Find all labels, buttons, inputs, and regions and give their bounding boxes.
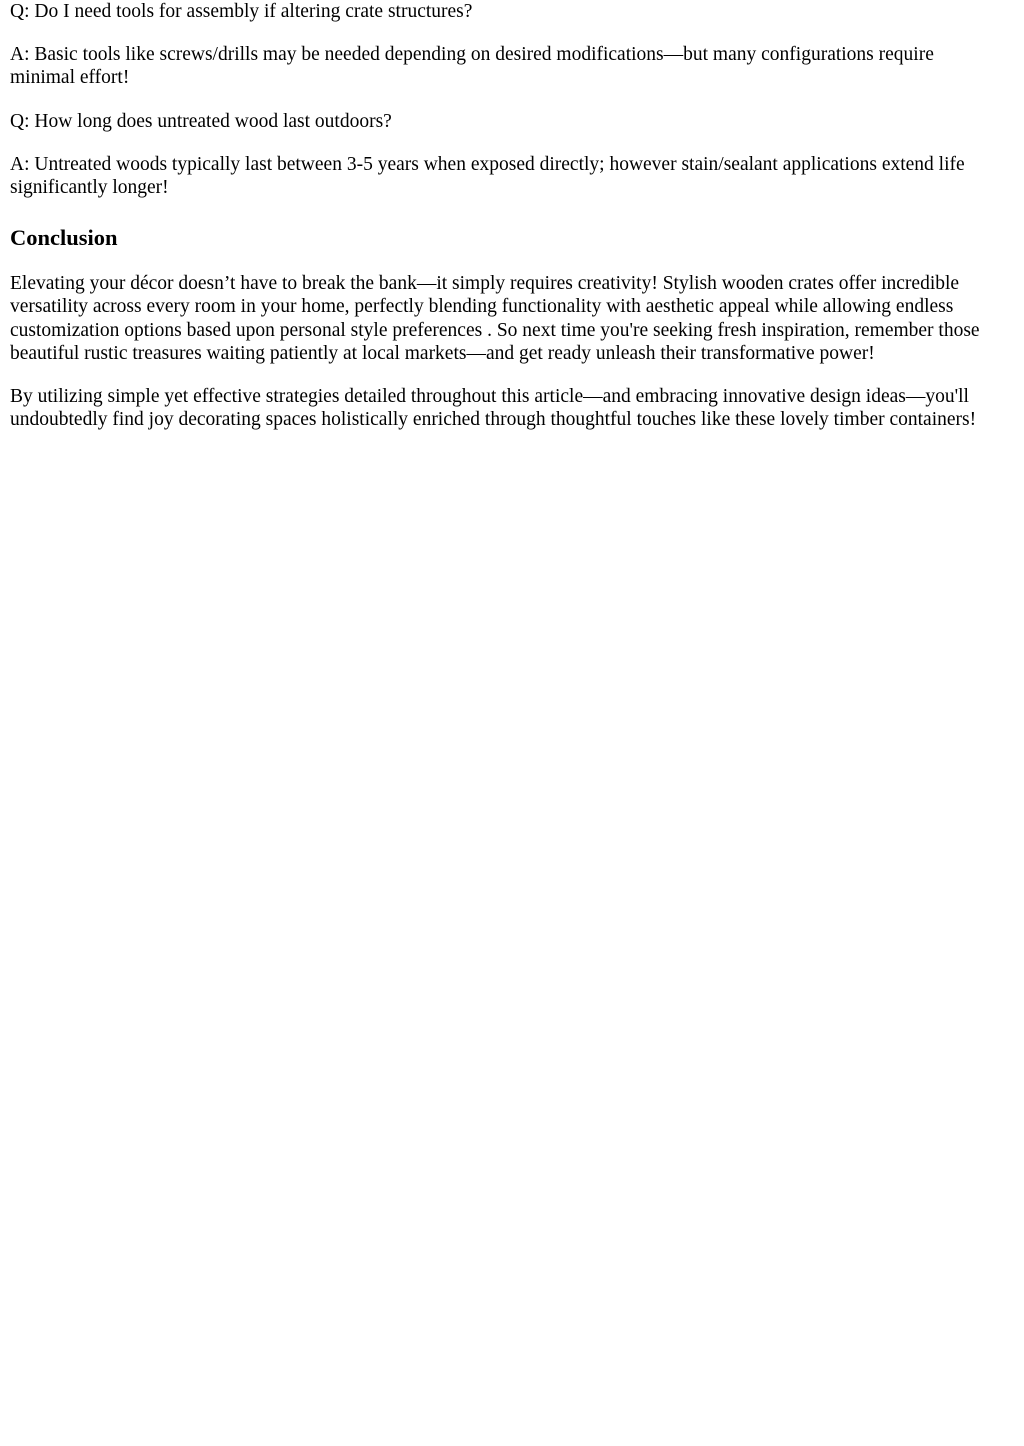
conclusion-paragraph-2: By utilizing simple yet effective strategies detailed throughout this article—and embracing innovative design ideas—you'll undoubtedly find joy decorating spaces holistically enriched through thoughtful touches like these lovely timber containers! [10, 386, 977, 431]
faq-answer-2: A: Untreated woods typically last between 3-5 years when exposed directly; however stain/sealant applications extend life significantly longer! [10, 153, 965, 199]
article-body [10, 0, 1000, 451]
conclusion-heading: Conclusion [10, 225, 118, 251]
conclusion-paragraph-1: Elevating your décor doesn’t have to break the bank—it simply requires creativity! Stylish wooden crates offer incredible versatility across every room in your home, perfectly blending functionality with aesthetic appeal while allowing endless customization options based upon personal style preferences . So next time you're seeking fresh inspiration, remember those beautiful rustic treasures waiting patiently at local markets—and get ready unleash their transformative power! [10, 273, 980, 364]
faq-answer-1: A: Basic tools like screws/drills may be needed depending on desired modifications—but many configurations require minimal effort! [10, 44, 934, 89]
faq-question-1: Q: Do I need tools for assembly if altering crate structures? [10, 1, 473, 22]
faq-question-2: Q: How long does untreated wood last outdoors? [10, 110, 392, 132]
